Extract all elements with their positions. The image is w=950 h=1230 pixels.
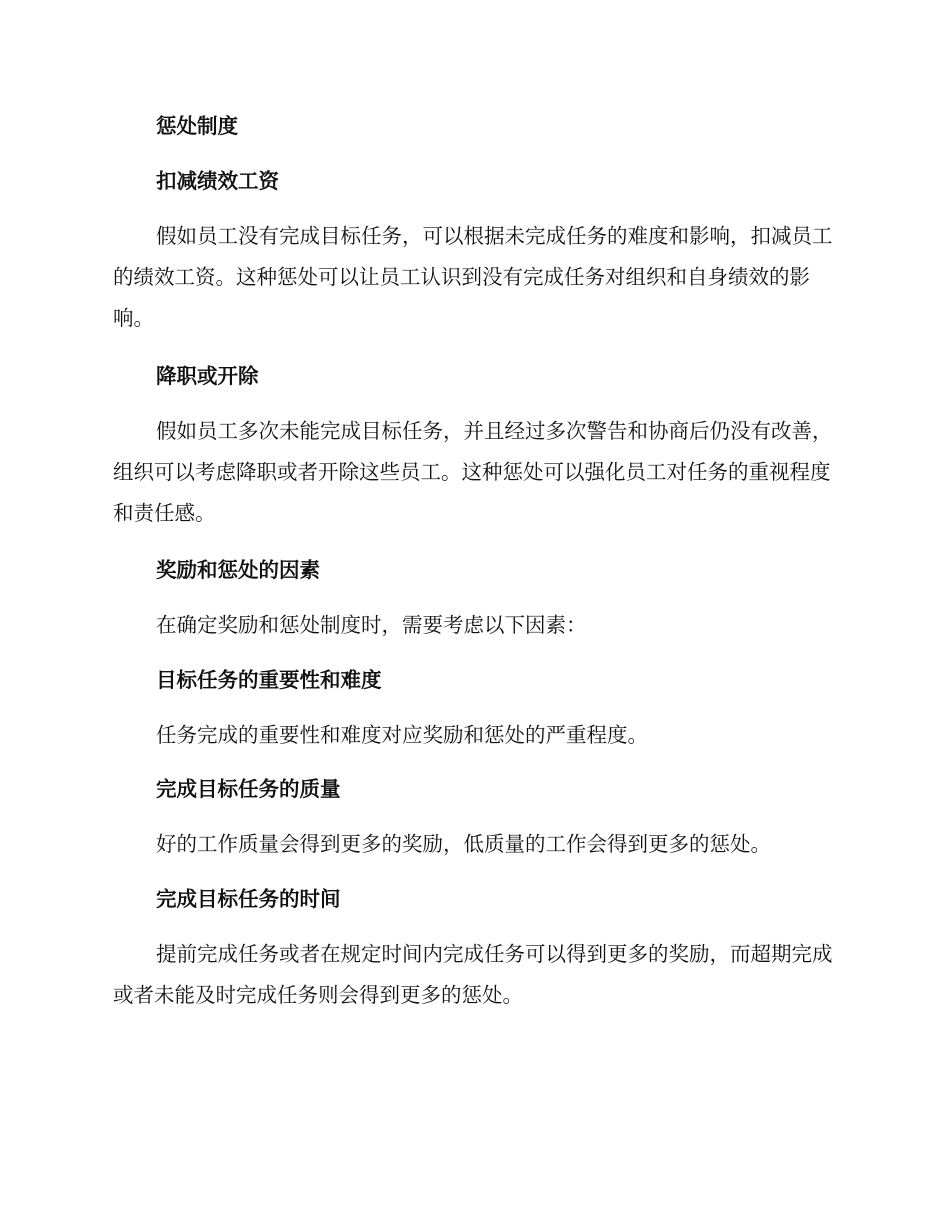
paragraph-time: 提前完成任务或者在规定时间内完成任务可以得到更多的奖励，而超期完成或者未能及时完成任务则会得到更多的惩处。 (113, 942, 833, 1007)
section-heading-punishment-system: 惩处制度 (156, 114, 238, 138)
section-heading-deduct-salary: 扣减绩效工资 (156, 169, 279, 193)
paragraph-importance-difficulty: 任务完成的重要性和难度对应奖励和惩处的严重程度。 (156, 723, 648, 747)
paragraph-quality: 好的工作质量会得到更多的奖励，低质量的工作会得到更多的惩处。 (156, 832, 771, 856)
section-heading-demotion-dismissal: 降职或开除 (156, 364, 259, 388)
paragraph-factors-intro: 在确定奖励和惩处制度时，需要考虑以下因素： (156, 613, 587, 637)
paragraph-deduct-salary: 假如员工没有完成目标任务，可以根据未完成任务的难度和影响，扣减员工的绩效工资。这种惩处可以让员工认识到没有完成任务对组织和自身绩效的影响。 (113, 224, 833, 330)
section-heading-time: 完成目标任务的时间 (156, 887, 341, 911)
section-heading-quality: 完成目标任务的质量 (156, 777, 341, 801)
section-heading-importance-difficulty: 目标任务的重要性和难度 (156, 668, 382, 692)
section-heading-factors: 奖励和惩处的因素 (156, 558, 320, 582)
paragraph-demotion-dismissal: 假如员工多次未能完成目标任务，并且经过多次警告和协商后仍没有改善，组织可以考虑降职或者开除这些员工。这种惩处可以强化员工对任务的重视程度和责任感。 (113, 419, 833, 525)
